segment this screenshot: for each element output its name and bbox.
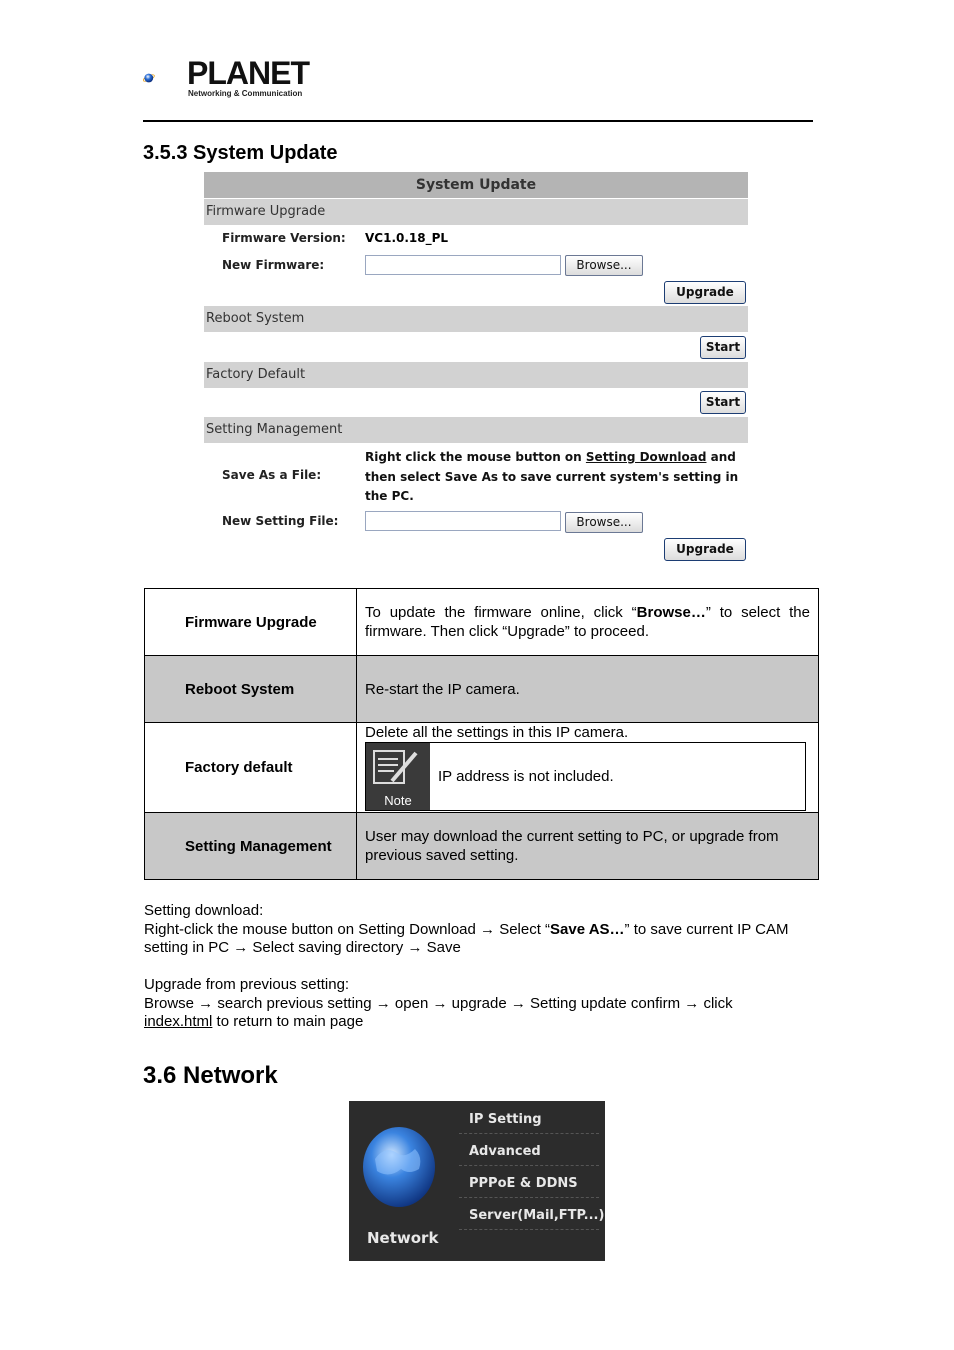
setting-upgrade-button[interactable]: Upgrade <box>664 538 746 561</box>
firmware-upgrade-button[interactable]: Upgrade <box>664 281 746 304</box>
new-setting-file-label: New Setting File: <box>222 514 339 528</box>
row-description: Re-start the IP camera. <box>357 656 819 723</box>
reboot-system-bar: Reboot System <box>204 306 748 332</box>
logo-text: PLANET <box>187 55 309 91</box>
new-firmware-input[interactable] <box>365 255 561 275</box>
row-description <box>357 723 819 813</box>
firmware-browse-button[interactable]: Browse... <box>565 255 643 276</box>
menu-item-ip-setting[interactable]: IP Setting <box>459 1103 599 1134</box>
logo-subtitle: Networking & Communication <box>188 89 303 98</box>
setting-download-heading: Setting download: <box>144 902 264 919</box>
reboot-start-button[interactable]: Start <box>700 336 746 359</box>
setting-download-paragraph <box>144 902 814 958</box>
menu-item-advanced[interactable]: Advanced <box>459 1135 599 1166</box>
globe-icon <box>361 1123 437 1207</box>
firmware-upgrade-bar: Firmware Upgrade <box>204 199 748 225</box>
header-divider <box>143 120 813 122</box>
save-as-file-label: Save As a File: <box>222 468 322 482</box>
table-row <box>145 656 819 723</box>
factory-default-bar: Factory Default <box>204 362 748 388</box>
firmware-version-label: Firmware Version: <box>222 231 346 245</box>
panel-title: System Update <box>204 172 748 198</box>
row-name: Setting Management <box>145 813 357 880</box>
network-menu <box>349 1101 605 1261</box>
note-icon <box>366 743 430 810</box>
row-name: Firmware Upgrade <box>145 589 357 656</box>
save-as-description: Right click the mouse button on Setting Download and then select Save As to save current system's setting in the PC. <box>365 450 739 503</box>
new-firmware-label: New Firmware: <box>222 258 325 272</box>
row-description: To update the firmware online, click “Browse…” to select the firmware. Then click “Upgrade” to proceed. <box>357 589 819 656</box>
row-name: Reboot System <box>145 656 357 723</box>
setting-download-link[interactable]: Setting Download <box>585 450 707 464</box>
menu-item-server[interactable]: Server(Mail,FTP...) <box>459 1199 599 1230</box>
menu-item-pppoe-ddns[interactable]: PPPoE & DDNS <box>459 1167 599 1198</box>
setting-management-bar: Setting Management <box>204 417 748 443</box>
row-name: Factory default <box>145 723 357 813</box>
factory-desc-text: Delete all the settings in this IP camera. <box>365 724 629 741</box>
system-update-panel <box>204 172 748 564</box>
network-label: Network <box>367 1229 439 1247</box>
section-title: 3.5.3 System Update <box>143 142 338 164</box>
note-label: Note <box>384 793 412 808</box>
row-description: User may download the current setting to PC, or upgrade from previous saved setting. <box>357 813 819 880</box>
planet-logo <box>143 56 187 100</box>
note-text: IP address is not included. <box>438 768 614 785</box>
note-box <box>365 742 806 811</box>
table-row <box>145 723 819 813</box>
upgrade-previous-paragraph: Upgrade from previous setting: Browse → search previous setting → open → upgrade → Setting update confirm → click index.html to return to main page <box>144 976 814 1032</box>
firmware-version-value: VC1.0.18_PL <box>365 231 449 245</box>
factory-start-button[interactable]: Start <box>700 391 746 414</box>
new-setting-file-input[interactable] <box>365 511 561 531</box>
note-pencil-icon <box>366 743 430 793</box>
setting-browse-button[interactable]: Browse... <box>565 512 643 533</box>
table-row <box>145 813 819 880</box>
upgrade-previous-heading: Upgrade from previous setting: <box>144 976 350 993</box>
function-description-table <box>144 588 819 880</box>
setting-download-text: Right-click the mouse button on Setting Download → Select “Save AS…” to save current IP CAM setting in PC → Select saving directory → Save <box>144 920 789 956</box>
table-row <box>145 589 819 656</box>
network-section-title: 3.6 Network <box>143 1062 278 1089</box>
index-link[interactable]: index.html <box>144 1013 213 1030</box>
upgrade-previous-text: Browse → search previous setting → open → upgrade → Setting update confirm → click <box>144 994 733 1012</box>
